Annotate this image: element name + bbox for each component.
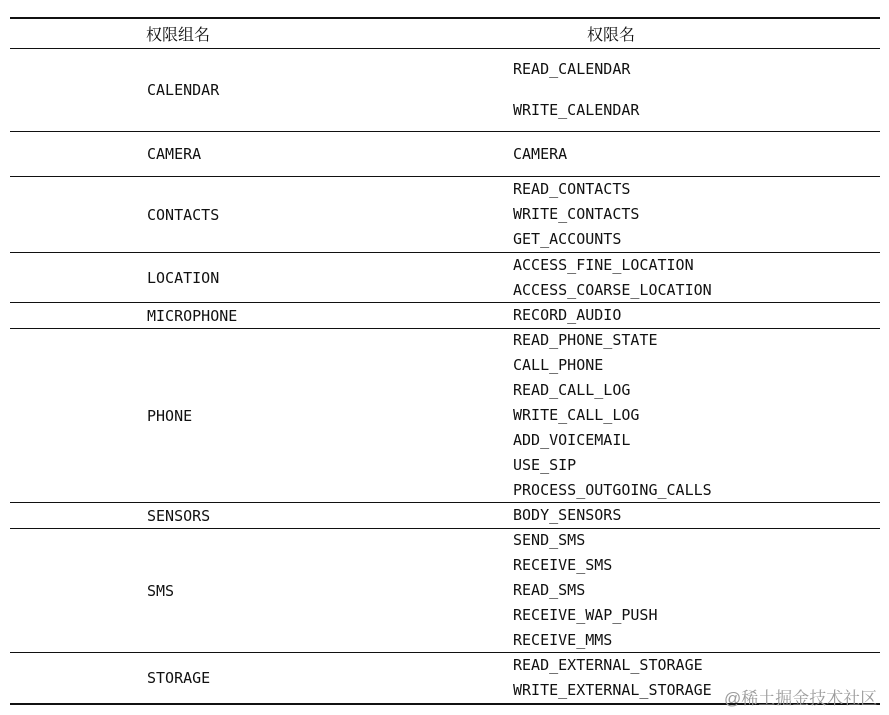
permission-list: [513, 132, 880, 176]
group-name: CONTACTS: [147, 205, 220, 224]
group-name: MICROPHONE: [147, 306, 238, 325]
table-body: [10, 48, 880, 703]
permission-name: WRITE_CALENDAR: [513, 101, 640, 119]
permission-group-row: [10, 302, 880, 328]
permission-name: PROCESS_OUTGOING_CALLS: [513, 481, 712, 499]
watermark: @稀土掘金技术社区: [724, 689, 878, 708]
permission-group-row: [10, 502, 880, 528]
permission-name: GET_ACCOUNTS: [513, 230, 622, 248]
permission-name: READ_EXTERNAL_STORAGE: [513, 656, 703, 674]
permission-name: SEND_SMS: [513, 531, 586, 549]
permission-name: READ_CALL_LOG: [513, 381, 631, 399]
permission-name: ACCESS_COARSE_LOCATION: [513, 280, 712, 299]
permission-list: [513, 177, 880, 252]
permission-name: ACCESS_FINE_LOCATION: [513, 255, 694, 274]
permission-name: RECEIVE_MMS: [513, 631, 613, 649]
permission-list: [513, 49, 880, 131]
permission-name: READ_SMS: [513, 581, 586, 599]
permission-list: [513, 303, 880, 328]
permission-group-row: [10, 176, 880, 252]
permission-name: CALL_PHONE: [513, 356, 604, 374]
permission-list: [513, 253, 880, 302]
permission-table: [10, 17, 880, 705]
permission-list: [513, 529, 880, 652]
permission-list: [513, 503, 880, 528]
group-name: CALENDAR: [147, 81, 220, 99]
permission-group-row: [10, 131, 880, 176]
permission-name: BODY_SENSORS: [513, 506, 622, 524]
permission-group-row: [10, 252, 880, 302]
group-name: LOCATION: [147, 268, 220, 287]
permission-group-row: [10, 328, 880, 502]
permission-name: WRITE_EXTERNAL_STORAGE: [513, 681, 712, 699]
permission-list: [513, 329, 880, 502]
permission-name: RECEIVE_WAP_PUSH: [513, 606, 658, 624]
permission-name: ADD_VOICEMAIL: [513, 431, 631, 449]
permission-name: WRITE_CALL_LOG: [513, 406, 640, 424]
permission-group-row: [10, 48, 880, 131]
permission-name: WRITE_CONTACTS: [513, 205, 640, 223]
header-permission-column: 权限名: [587, 27, 636, 44]
group-name: STORAGE: [147, 669, 211, 687]
group-name: PHONE: [147, 406, 193, 425]
permission-name: READ_CALENDAR: [513, 60, 631, 78]
table-header: [10, 19, 880, 48]
group-name: CAMERA: [147, 145, 202, 163]
group-name: SMS: [147, 581, 175, 600]
permission-name: READ_PHONE_STATE: [513, 331, 658, 349]
permission-name: CAMERA: [513, 144, 568, 163]
permission-name: RECORD_AUDIO: [513, 306, 622, 324]
header-group-column: 权限组名: [146, 27, 211, 44]
permission-group-row: [10, 528, 880, 652]
permission-name: RECEIVE_SMS: [513, 556, 613, 574]
permission-name: READ_CONTACTS: [513, 180, 631, 198]
group-name: SENSORS: [147, 506, 211, 525]
permission-name: USE_SIP: [513, 456, 577, 474]
